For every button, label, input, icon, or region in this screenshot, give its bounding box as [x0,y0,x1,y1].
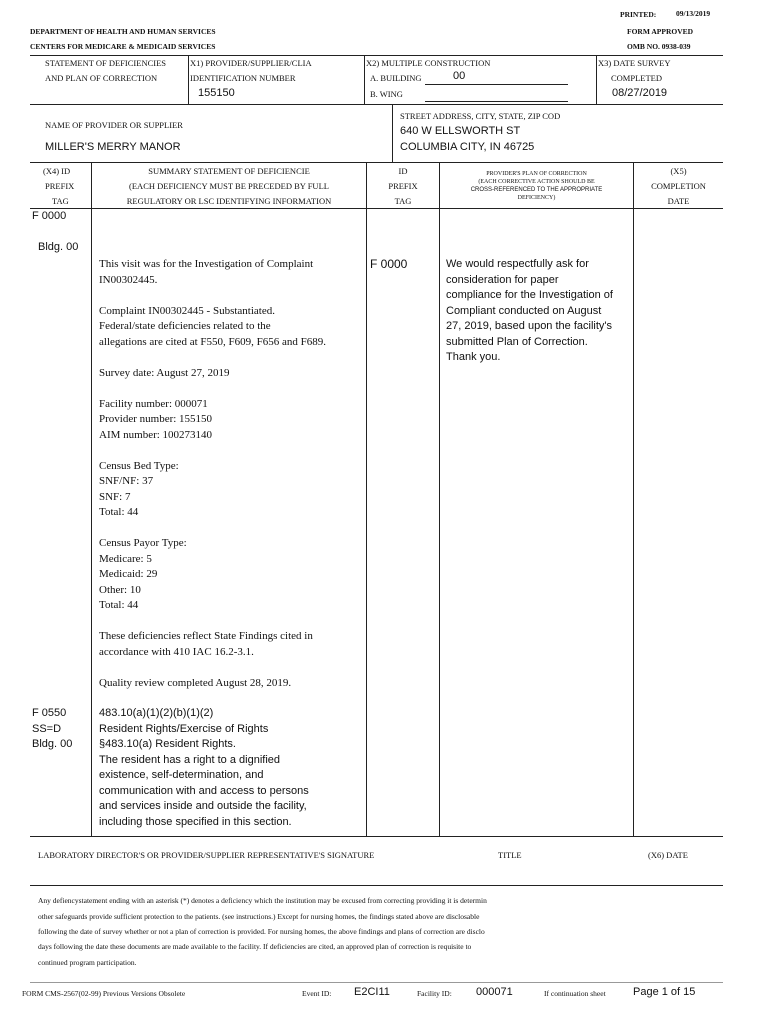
provider-name: MILLER'S MERRY MANOR [45,141,181,153]
printed-label: PRINTED: [620,10,657,19]
x4-header-2: PREFIX [45,181,75,191]
column-rule [633,162,634,836]
disclaimer-line: following the date of survey whether or not a plan of correction is provided. For nursing homes, the above findings and plans of correction are disclo [38,927,485,936]
summary-header: SUMMARY STATEMENT OF DEFICIENCIE [148,166,310,176]
disclaimer-line: Any defiencystatement ending with an asterisk (*) denotes a deficiency which the institution may be excused from correcting providing it is determin [38,896,487,905]
id-header-2: PREFIX [388,181,418,191]
signature-label: LABORATORY DIRECTOR'S OR PROVIDER/SUPPLIER REPRESENTATIVE'S SIGNATURE [38,850,375,860]
event-id: E2CI11 [354,986,390,998]
footer-rule [30,982,723,983]
title-label: TITLE [498,850,522,860]
column-rule [439,162,440,836]
centers-title: CENTERS FOR MEDICARE & MEDICAID SERVICES [30,42,216,51]
provider-name-label: NAME OF PROVIDER OR SUPPLIER [45,120,183,130]
statement-label-2: AND PLAN OF CORRECTION [45,73,158,83]
survey-date: 08/27/2019 [612,87,668,99]
clia-label: X1) PROVIDER/SUPPLIER/CLIA [190,58,312,68]
omb-number: OMB NO. 0938-039 [627,42,691,51]
id-header: ID [398,166,408,176]
x4-header-3: TAG [52,196,69,206]
id-header-3: TAG [394,196,412,206]
building-label: A. BUILDING [370,73,422,83]
disclaimer-line: continued program participation. [38,958,137,967]
plan-of-correction: We would respectfully ask for consideration for paper compliance for the Investigation of Compliant conducted on August 27, 2019, based upon the facility's submitted Plan of Correction. Thank you. [446,258,613,363]
row-rule [30,162,723,163]
street-address: 640 W ELLSWORTH ST [400,125,521,137]
tag-f0000: F 0000 [32,210,67,222]
clia-number: 155150 [198,87,235,99]
x5-header: (X5) [670,166,687,176]
wing-label: B. WING [370,89,403,99]
column-rule [596,55,597,104]
plan-header-4: DEFICIENCY) [517,195,556,201]
printed-date: 09/13/2019 [676,9,711,18]
multiple-construction-label: X2) MULTIPLE CONSTRUCTION [366,58,491,68]
summary-header-2: (EACH DEFICIENCY MUST BE PRECEDED BY FULL [129,181,329,191]
continuation-label: If continuation sheet [544,989,606,998]
page-number: Page 1 of 15 [633,986,696,998]
facility-id: 000071 [476,986,513,998]
plan-tag-f0000: F 0000 [370,257,408,271]
department-title: DEPARTMENT OF HEALTH AND HUMAN SERVICES [30,27,216,36]
plan-header-2: (EACH CORRECTIVE ACTION SHOULD BE [478,179,595,185]
date-survey-label: X3) DATE SURVEY [598,58,671,68]
completed-label: COMPLETED [611,73,662,83]
address-label: STREET ADDRESS, CITY, STATE, ZIP COD [400,111,561,121]
form-approved: FORM APPROVED [627,27,694,36]
plan-header-3: CROSS-REFERENCED TO THE APPROPRIATE [470,187,603,193]
date-label: (X6) DATE [648,850,688,860]
x4-header: (X4) ID [43,166,71,176]
x5-header-3: DATE [667,196,690,206]
facility-id-label: Facility ID: [417,989,452,998]
bldg-label: Bldg. 00 [38,241,79,253]
wing-underline [425,101,568,102]
summary-header-3: REGULATORY OR LSC IDENTIFYING INFORMATION [126,196,332,206]
summary-statement: This visit was for the Investigation of Complaint IN00302445. Complaint IN00302445 - Substantiated. Federal/state deficiencies related to the allegations are cited at F550, F609, F656 and F689. Survey date: August 27, 2019 Facility number: 000071 Provider number: 155150 AIM number: 100273140 Census Bed Type: SNF/NF: 37 SNF: 7 Total: 44 Census Payor Type: Medicare: 5 Medicaid: 29 Other: 10 Total: 44 These deficiencies reflect State Findings cited in accordance with 410 IAC 16.2-3.1. Quality review completed August 28, 2019. [99,258,326,689]
column-rule [366,162,367,836]
row-rule [30,208,723,209]
tag-f0550: F 0550 SS=D Bldg. 00 [32,707,73,750]
column-rule [91,162,92,836]
f550-statement: 483.10(a)(1)(2)(b)(1)(2) Resident Rights/Exercise of Rights §483.10(a) Resident Rights. The resident has a right to a dignified existence, self-determination, and communication with and access to persons and services inside and outside the facility, including those specified in this section. [99,707,309,828]
plan-header: PROVIDER'S PLAN OF CORRECTION [486,171,587,177]
x5-header-2: COMPLETION [651,181,706,191]
event-id-label: Event ID: [302,989,332,998]
city-state-zip: COLUMBIA CITY, IN 46725 [400,141,535,153]
clia-label-2: IDENTIFICATION NUMBER [190,73,296,83]
building-underline [425,84,568,85]
column-rule [188,55,189,104]
statement-label: STATEMENT OF DEFICIENCIES [45,58,167,68]
row-rule [30,836,723,837]
disclaimer-line: other safeguards provide sufficient protection to the patients. (see instructions.) Except for nursing homes, the findings stated above are disclosable [38,912,480,921]
column-rule [392,104,393,162]
form-number: FORM CMS-2567(02-99) Previous Versions Obsolete [22,989,186,998]
row-rule [30,885,723,886]
table-top-rule [30,55,723,56]
row-rule [30,104,723,105]
building-value: 00 [453,70,466,82]
column-rule [364,55,365,104]
disclaimer-line: days following the date these documents are made available to the facility. If deficiencies are cited, an approved plan of correction is requisite to [38,942,472,951]
